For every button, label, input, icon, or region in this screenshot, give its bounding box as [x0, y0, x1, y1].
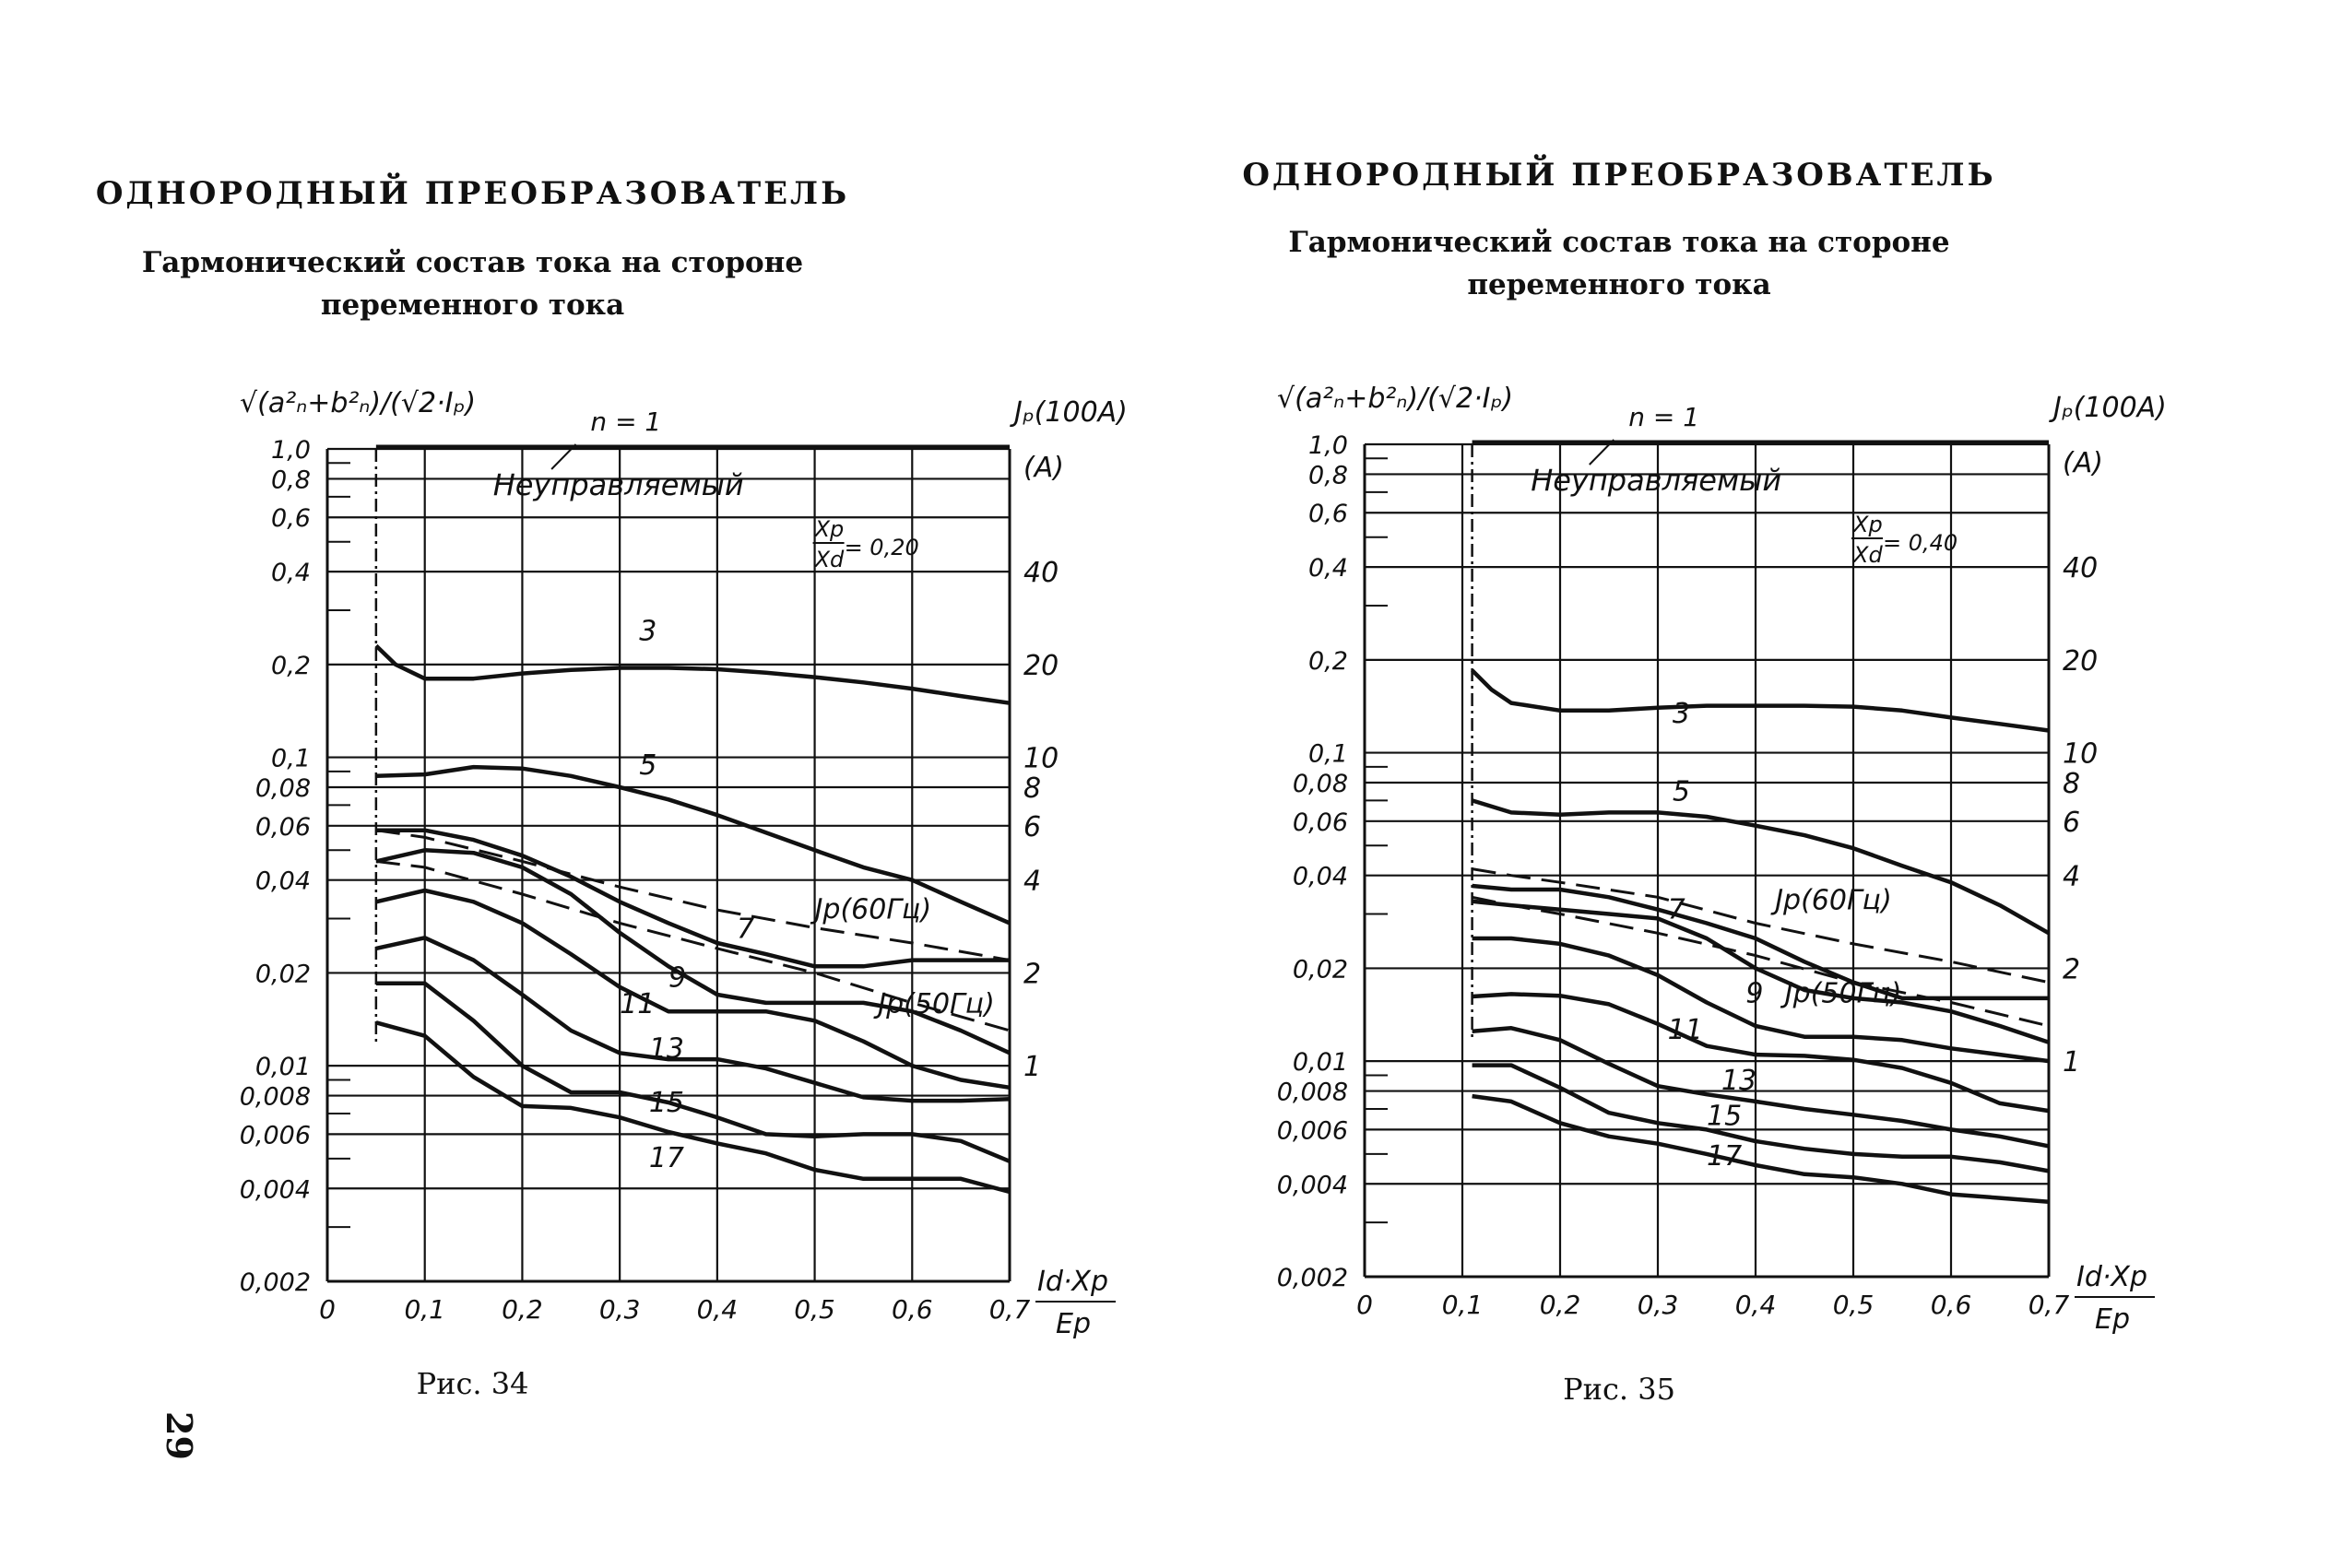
x-tick-label: 0,3 — [1637, 1290, 1679, 1320]
series-label: 7 — [737, 913, 755, 946]
y-tick-label: 0,04 — [254, 867, 311, 896]
y-tick-label: 1,0 — [1308, 431, 1348, 460]
right-axis-unit: (A) — [1023, 452, 1064, 484]
harmonic-series-line — [1473, 994, 2049, 1111]
x-tick-label: 0,5 — [1832, 1290, 1875, 1320]
harmonic-series-line — [376, 1022, 1010, 1192]
x-tick-label: 0 — [319, 1294, 336, 1325]
x-tick-label: 0,3 — [598, 1294, 641, 1325]
x-tick-label: 0,1 — [404, 1294, 445, 1325]
figure-heading: ОДНОРОДНЫЙ ПРЕОБРАЗОВАТЕЛЬ — [95, 175, 850, 212]
right-tick-label: 8 — [1023, 772, 1042, 805]
y-tick-label: 0,006 — [1276, 1116, 1348, 1146]
x-tick-label: 0,6 — [1930, 1290, 1972, 1320]
harmonic-series-line — [1473, 1066, 2049, 1172]
y-tick-label: 0,4 — [1308, 554, 1348, 584]
series-label: Jp(50Гц) — [1784, 977, 1902, 1010]
series-label: 3 — [639, 615, 657, 648]
figure-subheading-line2: переменного тока — [1467, 268, 1771, 301]
right-tick-label: 4 — [1023, 865, 1042, 898]
series-label: 5 — [1672, 775, 1690, 808]
series-label: 17 — [1707, 1139, 1743, 1173]
figure-caption: Рис. 35 — [1563, 1372, 1675, 1407]
page-number: 29 — [158, 1411, 200, 1460]
ratio-numerator: Xp — [814, 516, 845, 542]
y-tick-label: 0,01 — [1292, 1048, 1348, 1078]
y-tick-label: 0,008 — [239, 1082, 311, 1112]
x-tick-label: 0,6 — [892, 1294, 933, 1325]
y-tick-label: 0,04 — [1292, 862, 1348, 891]
x-tick-label: 0,4 — [696, 1294, 739, 1325]
figure-heading: ОДНОРОДНЫЙ ПРЕОБРАЗОВАТЕЛЬ — [1242, 157, 1996, 194]
y-tick-label: 1,0 — [271, 436, 311, 465]
right-tick-label: 8 — [2063, 767, 2081, 800]
y-tick-label: 0,008 — [1276, 1078, 1348, 1107]
series-label: 11 — [1667, 1014, 1703, 1047]
x-axis-title-denominator: Ep — [1056, 1308, 1091, 1340]
y-tick-label: 0,002 — [1276, 1264, 1348, 1292]
right-tick-label: 20 — [2063, 644, 2099, 678]
ratio-denominator: Xd — [1853, 542, 1883, 568]
harmonic-series-line — [1473, 1096, 2049, 1202]
ratio-value: = 0,40 — [1883, 530, 1958, 556]
right-tick-label: 4 — [2063, 860, 2081, 893]
series-label: 9 — [1745, 977, 1764, 1010]
ratio-denominator: Xd — [814, 547, 845, 572]
x-tick-label: 0,2 — [502, 1294, 543, 1325]
series-label: 5 — [639, 749, 657, 783]
series-label: 11 — [620, 988, 656, 1021]
series-label: 17 — [648, 1141, 685, 1174]
x-tick-label: 0,4 — [1734, 1290, 1777, 1320]
x-tick-label: 0,7 — [988, 1294, 1031, 1325]
right-axis-title: Jₚ(100A) — [1014, 396, 1128, 429]
x-axis-title-numerator: Id·Xp — [1037, 1266, 1109, 1298]
ratio-value: = 0,20 — [844, 535, 919, 560]
right-tick-label: 40 — [1023, 557, 1059, 590]
y-tick-label: 0,004 — [239, 1175, 311, 1205]
y-tick-label: 0,08 — [254, 773, 311, 803]
y-tick-label: 0,004 — [1276, 1171, 1348, 1200]
harmonic-series-line — [1473, 902, 2049, 1043]
right-tick-label: 1 — [1023, 1051, 1042, 1084]
uncontrolled-label: Неуправляемый — [1531, 463, 1782, 498]
series-label: 15 — [648, 1086, 685, 1119]
y-tick-label: 0,2 — [271, 651, 311, 680]
y-tick-label: 0,02 — [254, 960, 311, 989]
y-tick-label: 0,02 — [1292, 955, 1348, 984]
right-tick-label: 2 — [2063, 953, 2081, 986]
y-tick-label: 0,1 — [1308, 739, 1348, 769]
right-axis-unit: (A) — [2063, 447, 2103, 479]
y-tick-label: 0,002 — [239, 1268, 311, 1297]
series-label: 9 — [668, 961, 687, 995]
x-tick-label: 0,1 — [1441, 1290, 1484, 1320]
x-tick-label: 0,2 — [1539, 1290, 1581, 1320]
right-tick-label: 10 — [1023, 742, 1059, 775]
figure-subheading-line1: Гармонический состав тока на стороне — [141, 246, 804, 279]
series-label: 13 — [1721, 1064, 1757, 1097]
series-label: 15 — [1707, 1100, 1743, 1133]
right-tick-label: 6 — [2063, 806, 2081, 839]
right-tick-label: 20 — [1023, 649, 1059, 682]
y-tick-label: 0,8 — [271, 466, 311, 495]
x-tick-label: 0,5 — [794, 1294, 835, 1325]
right-tick-label: 6 — [1023, 810, 1042, 843]
y-axis-title: √(a²ₙ+b²ₙ)/(√2·Iₚ) — [240, 387, 477, 419]
y-tick-label: 0,06 — [254, 812, 311, 842]
y-tick-label: 0,06 — [1292, 808, 1348, 837]
right-tick-label: 1 — [2063, 1046, 2081, 1079]
x-axis-title-denominator: Ep — [2095, 1303, 2130, 1336]
series-label: Jp(50Гц) — [878, 988, 995, 1021]
fundamental-label: n = 1 — [1628, 402, 1700, 432]
right-tick-label: 10 — [2063, 737, 2099, 771]
series-label: Jp(60Гц) — [814, 893, 932, 926]
series-label: 3 — [1672, 698, 1690, 731]
series-label: 7 — [1667, 893, 1685, 926]
y-tick-label: 0,8 — [1308, 461, 1348, 490]
ratio-numerator: Xp — [1853, 512, 1883, 537]
y-axis-title: √(a²ₙ+b²ₙ)/(√2·Iₚ) — [1277, 383, 1514, 415]
harmonic-chart-fig35 — [1166, 0, 2330, 1568]
y-tick-label: 0,006 — [239, 1121, 311, 1150]
fundamental-label: n = 1 — [590, 407, 662, 437]
harmonic-series-line — [1473, 670, 2049, 730]
figure-35-panel — [1166, 0, 2330, 1568]
right-tick-label: 2 — [1023, 958, 1042, 991]
y-tick-label: 0,1 — [271, 744, 311, 773]
x-tick-label: 0 — [1356, 1290, 1373, 1320]
figure-subheading-line2: переменного тока — [320, 289, 625, 322]
uncontrolled-label: Неуправляемый — [492, 467, 744, 502]
series-label: 13 — [648, 1032, 685, 1066]
series-label: Jp(60Гц) — [1775, 884, 1892, 917]
y-tick-label: 0,6 — [1308, 500, 1348, 529]
figure-caption: Рис. 34 — [416, 1366, 529, 1401]
right-axis-title: Jₚ(100A) — [2053, 392, 2167, 424]
x-axis-title-numerator: Id·Xp — [2076, 1261, 2148, 1293]
right-tick-label: 40 — [2063, 552, 2099, 585]
figure-subheading-line1: Гармонический состав тока на стороне — [1288, 226, 1950, 259]
y-tick-label: 0,6 — [271, 504, 311, 534]
y-tick-label: 0,08 — [1292, 769, 1348, 798]
harmonic-series-line — [376, 646, 1010, 703]
y-tick-label: 0,4 — [271, 559, 311, 588]
x-tick-label: 0,7 — [2028, 1290, 2070, 1320]
y-tick-label: 0,01 — [254, 1053, 311, 1082]
y-tick-label: 0,2 — [1308, 646, 1348, 676]
